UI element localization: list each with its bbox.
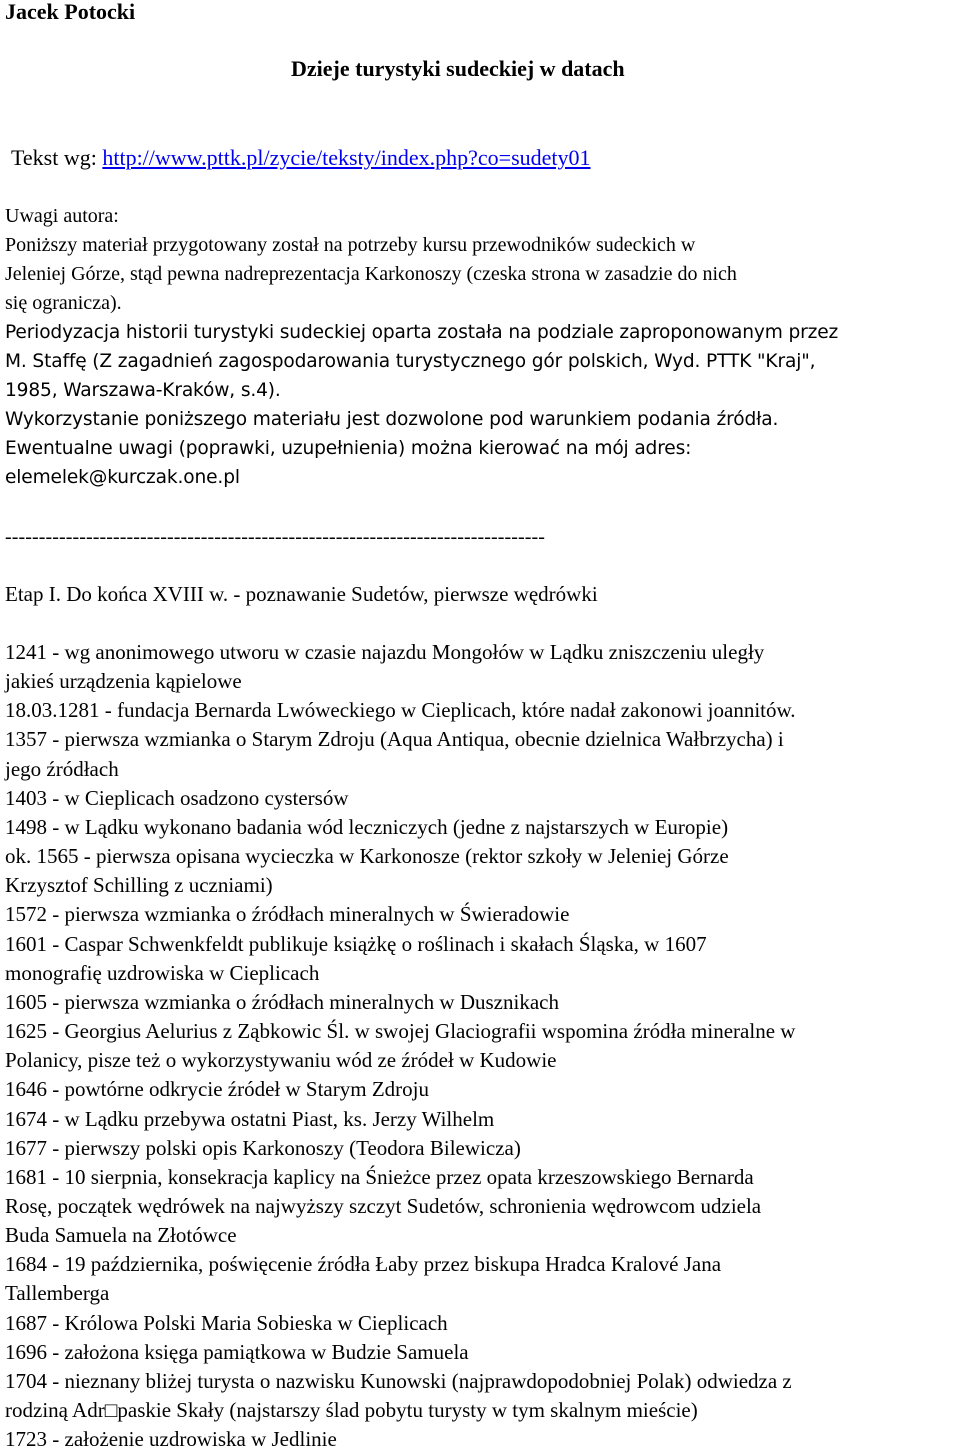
notes-line: elemelek@kurczak.one.pl: [5, 467, 240, 488]
chronology-line: 1723 - założenie uzdrowiska w Jedlinie: [5, 1427, 337, 1452]
chronology-line: 1681 - 10 sierpnia, konsekracja kaplicy na Śnieżce przez opata krzeszowskiego Bernarda: [5, 1164, 754, 1189]
notes-line: Poniższy materiał przygotowany został na potrzeby kursu przewodników sudeckich w: [5, 234, 696, 256]
document-title: Dzieje turystyki sudeckiej w datach: [291, 56, 625, 81]
chronology-line: 1357 - pierwsza wzmianka o Starym Zdroju (Aqua Antiqua, obecnie dzielnica Wałbrzycha) i: [5, 727, 784, 752]
chronology-line: 1403 - w Cieplicach osadzono cystersów: [5, 785, 349, 810]
source-line: [11, 144, 591, 172]
section-separator: --------------------------------------------------------------------------------: [5, 526, 546, 548]
notes-line: Jeleniej Górze, stąd pewna nadreprezentacja Karkonoszy (czeska strona w zasadzie do nich: [5, 263, 737, 285]
notes-line: M. Staffę (Z zagadnień zagospodarowania turystycznego gór polskich, Wyd. PTTK "Kraj",: [5, 351, 816, 372]
notes-line: Uwagi autora:: [5, 205, 119, 227]
notes-line: Wykorzystanie poniższego materiału jest dozwolone pod warunkiem podania źródła.: [5, 409, 779, 430]
source-link[interactable]: http://www.pttk.pl/zycie/teksty/index.php?co=sudety01: [102, 145, 591, 170]
chronology-line: ok. 1565 - pierwsza opisana wycieczka w Karkonosze (rektor szkoły w Jeleniej Górze: [5, 844, 729, 869]
author-name: Jacek Potocki: [5, 0, 136, 24]
chronology-line: 1605 - pierwsza wzmianka o źródłach mineralnych w Dusznikach: [5, 989, 559, 1014]
chronology-list: [5, 638, 960, 1454]
chronology-line: 1674 - w Lądku przebywa ostatni Piast, ks. Jerzy Wilhelm: [5, 1106, 495, 1131]
chronology-line: jego źródłach: [5, 756, 119, 781]
chronology-line: Polanicy, pisze też o wykorzystywaniu wód ze źródeł w Kudowie: [5, 1048, 557, 1073]
chronology-line: 1704 - nieznany bliżej turysta o nazwisku Kunowski (najprawdopodobniej Polak) odwiedza z: [5, 1368, 792, 1393]
chronology-line: 1646 - powtórne odkrycie źródeł w Starym Zdroju: [5, 1077, 429, 1102]
chronology-line: 1498 - w Lądku wykonano badania wód leczniczych (jedne z najstarszych w Europie): [5, 814, 729, 839]
notes-line: Periodyzacja historii turystyki sudeckiej oparta została na podziale zaproponowanym przez: [5, 322, 839, 343]
author-notes: [5, 202, 960, 492]
chronology-line: 1696 - założona księga pamiątkowa w Budzie Samuela: [5, 1339, 469, 1364]
chronology-line: 1684 - 19 października, poświęcenie źródła Łaby przez biskupa Hradca Kralové Jana: [5, 1252, 722, 1277]
notes-line: Ewentualne uwagi (poprawki, uzupełnienia) można kierować na mój adres:: [5, 438, 692, 459]
chronology-line: jakieś urządzenia kąpielowe: [5, 669, 242, 694]
notes-line: się ogranicza).: [5, 292, 122, 314]
notes-line: 1985, Warszawa-Kraków, s.4).: [5, 380, 281, 401]
chronology-line: 18.03.1281 - fundacja Bernarda Lwóweckiego w Cieplicach, które nadał zakonowi joannitów.: [5, 698, 796, 723]
chronology-line: 1677 - pierwszy polski opis Karkonoszy (Teodora Bilewicza): [5, 1135, 521, 1160]
stage-heading: Etap I. Do końca XVIII w. - poznawanie Sudetów, pierwsze wędrówki: [5, 582, 598, 606]
chronology-line: monografię uzdrowiska w Cieplicach: [5, 960, 320, 985]
chronology-line: 1241 - wg anonimowego utworu w czasie najazdu Mongołów w Lądku zniszczeniu uległy: [5, 640, 765, 664]
chronology-line: 1625 - Georgius Aelurius z Ząbkowic Śl. w swojej Glaciografii wspomina źródła mineralne w: [5, 1019, 796, 1044]
chronology-line: Tallemberga: [5, 1281, 110, 1306]
chronology-line: 1572 - pierwsza wzmianka o źródłach mineralnych w Świeradowie: [5, 902, 570, 927]
chronology-line: 1687 - Królowa Polski Maria Sobieska w Cieplicach: [5, 1310, 448, 1335]
chronology-line: Krzysztof Schilling z uczniami): [5, 873, 273, 898]
chronology-line: rodziną Adr□paskie Skały (najstarszy ślad pobytu turysty w tym skalnym mieście): [5, 1398, 698, 1423]
chronology-line: Rosę, początek wędrówek na najwyższy szczyt Sudetów, schronienia wędrowcom udziela: [5, 1193, 762, 1218]
chronology-line: Buda Samuela na Złotówce: [5, 1223, 237, 1248]
source-label: Tekst wg:: [11, 145, 103, 170]
chronology-line: 1601 - Caspar Schwenkfeldt publikuje książkę o roślinach i skałach Śląska, w 1607: [5, 931, 707, 956]
